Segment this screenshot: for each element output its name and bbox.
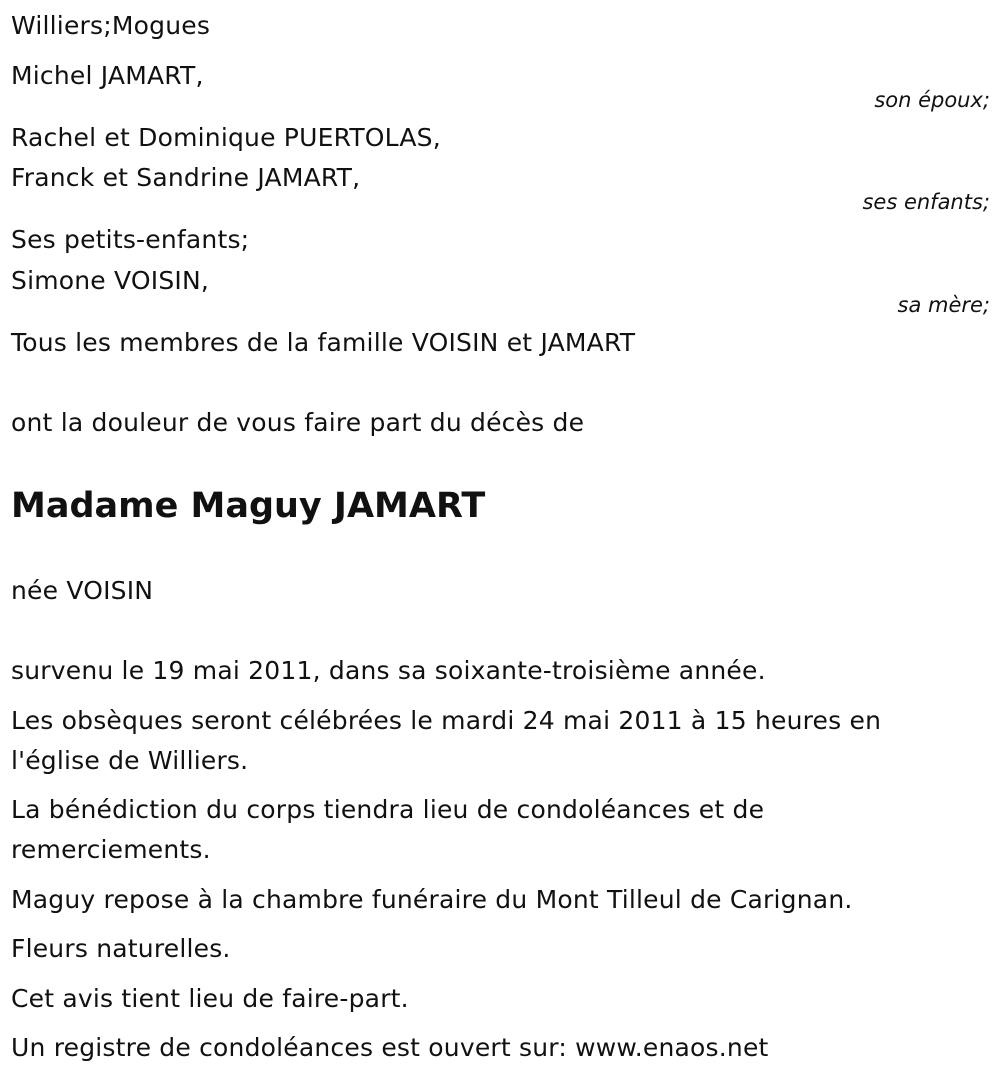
deceased-name: Madame Maguy JAMART [11, 486, 486, 526]
mother-name: Simone VOISIN, [11, 266, 210, 295]
maiden-name: née VOISIN [11, 576, 154, 605]
blessing-line-2: remerciements. [11, 835, 211, 864]
registry-line: Un registre de condoléances est ouvert sur: www.enaos.net [11, 1033, 769, 1062]
spouse-name: Michel JAMART, [11, 61, 204, 90]
announcement-intro: ont la douleur de vous faire part du décès de [11, 408, 585, 437]
grandchildren-line: Ses petits-enfants; [11, 225, 250, 254]
children-role: ses enfants; [862, 190, 990, 214]
child-line-2: Franck et Sandrine JAMART, [11, 163, 361, 192]
notice-line: Cet avis tient lieu de faire-part. [11, 984, 409, 1013]
blessing-line-1: La bénédiction du corps tiendra lieu de condoléances et de [11, 795, 765, 824]
family-members-line: Tous les membres de la famille VOISIN et JAMART [11, 328, 636, 357]
death-info: survenu le 19 mai 2011, dans sa soixante-troisième année. [11, 656, 766, 685]
child-line-1: Rachel et Dominique PUERTOLAS, [11, 123, 441, 152]
mother-role: sa mère; [897, 293, 990, 317]
resting-place-line: Maguy repose à la chambre funéraire du Mont Tilleul de Carignan. [11, 885, 853, 914]
funeral-line-2: l'église de Williers. [11, 746, 249, 775]
funeral-line-1: Les obsèques seront célébrées le mardi 24 mai 2011 à 15 heures en [11, 706, 882, 735]
flowers-line: Fleurs naturelles. [11, 934, 231, 963]
spouse-role: son époux; [874, 88, 990, 112]
location-line: Williers;Mogues [11, 11, 211, 40]
